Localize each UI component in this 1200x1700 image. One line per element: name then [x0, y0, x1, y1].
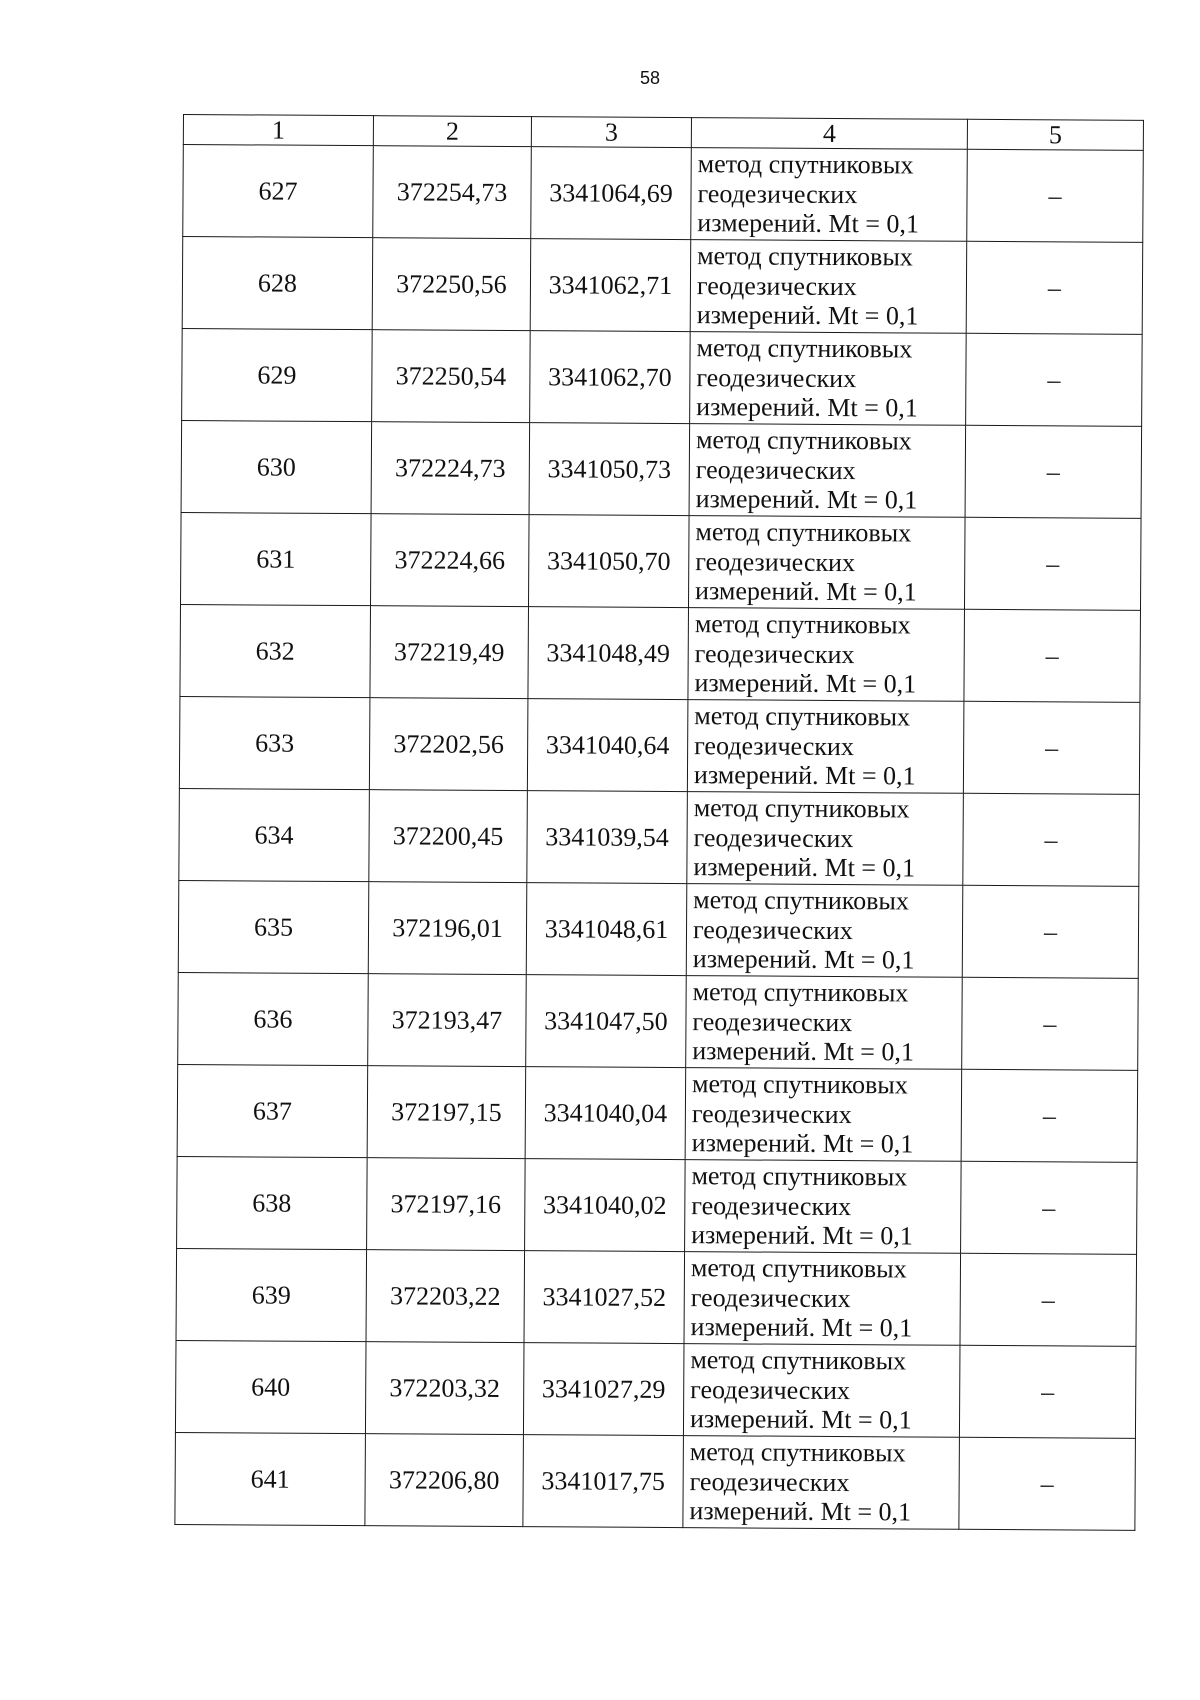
method-line-3: измерений. Mt = 0,1: [695, 484, 918, 515]
method-line-2: геодезических: [694, 638, 855, 669]
point-number-cell: 641: [175, 1432, 366, 1525]
note-cell: –: [959, 1345, 1136, 1438]
method-line-1: метод спутниковых: [697, 241, 913, 272]
method-line-1: метод спутниковых: [695, 517, 912, 548]
note-cell: –: [959, 1437, 1136, 1530]
y-coordinate-cell: 3341027,52: [524, 1251, 685, 1344]
table-row: [181, 512, 1142, 610]
note-cell: –: [964, 609, 1141, 702]
method-cell: [684, 1252, 961, 1346]
table-row: [179, 696, 1140, 794]
method-line-2: геодезических: [694, 730, 854, 761]
method-line-2: геодезических: [689, 1466, 850, 1497]
method-cell: [691, 148, 968, 242]
method-line-1: метод спутниковых: [690, 1345, 907, 1376]
y-coordinate-cell: 3341040,04: [525, 1067, 686, 1160]
column-header-2: 2: [373, 116, 531, 147]
method-line-3: измерений. Mt = 0,1: [693, 852, 916, 883]
method-cell: [689, 424, 966, 518]
method-line-2: геодезических: [697, 178, 858, 209]
method-line-1: метод спутниковых: [694, 701, 911, 732]
note-cell: –: [961, 1161, 1138, 1254]
note-cell: –: [966, 333, 1143, 426]
point-number-cell: 635: [178, 880, 369, 973]
method-cell: [685, 1068, 962, 1162]
point-number-cell: 638: [177, 1156, 368, 1249]
x-coordinate-cell: 372200,45: [369, 790, 528, 883]
table-row: [175, 1340, 1136, 1438]
coordinates-table: [174, 114, 1144, 1531]
method-line-1: метод спутниковых: [691, 1161, 908, 1192]
method-line-2: геодезических: [696, 362, 857, 393]
method-line-2: геодезических: [691, 1190, 852, 1221]
table-row: [177, 1156, 1138, 1254]
method-line-2: геодезических: [693, 822, 854, 853]
x-coordinate-cell: 372193,47: [368, 974, 527, 1067]
method-line-3: измерений. Mt = 0,1: [692, 1036, 914, 1067]
note-cell: –: [963, 701, 1140, 794]
note-cell: –: [962, 977, 1139, 1070]
table-row: [177, 1064, 1138, 1162]
method-cell: [688, 516, 965, 610]
method-line-1: метод спутниковых: [693, 793, 910, 824]
method-cell: [683, 1344, 960, 1438]
method-line-1: метод спутниковых: [693, 885, 909, 916]
y-coordinate-cell: 3341039,54: [527, 791, 688, 884]
table-row: [183, 145, 1144, 243]
x-coordinate-cell: 372224,73: [371, 422, 530, 515]
table-row: [181, 420, 1142, 518]
point-number-cell: 628: [182, 237, 373, 330]
method-line-1: метод спутниковых: [691, 1069, 908, 1100]
method-cell: [687, 700, 964, 794]
table-row: [182, 237, 1143, 335]
method-line-3: измерений. Mt = 0,1: [689, 1404, 912, 1435]
table-row: [179, 788, 1140, 886]
method-line-1: метод спутниковых: [695, 425, 912, 456]
method-cell: [686, 884, 963, 978]
y-coordinate-cell: 3341017,75: [523, 1435, 684, 1528]
note-cell: –: [967, 149, 1144, 242]
point-number-cell: 634: [179, 788, 370, 881]
note-cell: –: [961, 1069, 1138, 1162]
column-header-5: 5: [967, 119, 1143, 150]
method-cell: [688, 608, 965, 702]
note-cell: –: [963, 793, 1140, 886]
x-coordinate-cell: 372254,73: [373, 146, 532, 239]
method-cell: [686, 976, 963, 1070]
x-coordinate-cell: 372202,56: [369, 698, 528, 791]
method-line-3: измерений. Mt = 0,1: [694, 668, 917, 699]
y-coordinate-cell: 3341064,69: [531, 147, 692, 240]
method-line-2: геодезических: [690, 1374, 851, 1405]
point-number-cell: 629: [182, 328, 373, 421]
method-line-3: измерений. Mt = 0,1: [696, 300, 919, 331]
method-line-3: измерений. Mt = 0,1: [691, 1220, 913, 1251]
method-cell: [690, 332, 967, 426]
point-number-cell: 636: [178, 972, 369, 1065]
table-row: [176, 1248, 1137, 1346]
x-coordinate-cell: 372197,16: [367, 1158, 526, 1251]
note-cell: –: [964, 517, 1141, 610]
table-row: [180, 604, 1141, 702]
y-coordinate-cell: 3341040,64: [527, 699, 688, 792]
method-line-2: геодезических: [696, 270, 857, 301]
note-cell: –: [960, 1253, 1137, 1346]
point-number-cell: 632: [180, 604, 371, 697]
column-header-4: 4: [691, 118, 967, 150]
method-line-1: метод спутниковых: [696, 333, 913, 364]
y-coordinate-cell: 3341062,71: [530, 239, 691, 332]
table-row: [182, 328, 1143, 426]
x-coordinate-cell: 372219,49: [370, 606, 529, 699]
method-line-2: геодезических: [691, 1098, 852, 1129]
table-body: [175, 115, 1144, 1531]
y-coordinate-cell: 3341050,73: [529, 423, 690, 516]
x-coordinate-cell: 372197,15: [367, 1066, 526, 1159]
x-coordinate-cell: 372196,01: [368, 882, 527, 975]
y-coordinate-cell: 3341040,02: [525, 1159, 686, 1252]
method-line-3: измерений. Mt = 0,1: [689, 1496, 912, 1527]
method-line-3: измерений. Mt = 0,1: [696, 392, 918, 423]
point-number-cell: 627: [183, 145, 374, 238]
method-line-3: измерений. Mt = 0,1: [695, 576, 917, 607]
x-coordinate-cell: 372250,56: [372, 238, 531, 331]
method-line-3: измерений. Mt = 0,1: [693, 760, 916, 791]
y-coordinate-cell: 3341048,49: [528, 607, 689, 700]
method-line-2: геодезических: [695, 454, 856, 485]
note-cell: –: [965, 425, 1142, 518]
point-number-cell: 633: [179, 696, 370, 789]
method-line-1: метод спутниковых: [692, 977, 909, 1008]
x-coordinate-cell: 372224,66: [371, 514, 530, 607]
point-number-cell: 630: [181, 420, 372, 513]
method-line-1: метод спутниковых: [697, 149, 914, 180]
method-cell: [683, 1436, 960, 1530]
column-header-1: 1: [183, 115, 373, 146]
method-line-1: метод спутниковых: [690, 1253, 907, 1284]
method-line-1: метод спутниковых: [689, 1437, 906, 1468]
method-cell: [690, 240, 967, 334]
point-number-cell: 640: [175, 1340, 366, 1433]
method-line-2: геодезических: [695, 546, 856, 577]
note-cell: –: [962, 885, 1139, 978]
y-coordinate-cell: 3341062,70: [530, 331, 691, 424]
method-line-1: метод спутниковых: [694, 609, 911, 640]
method-cell: [687, 792, 964, 886]
method-line-2: геодезических: [690, 1282, 851, 1313]
x-coordinate-cell: 372250,54: [372, 330, 531, 423]
method-line-3: измерений. Mt = 0,1: [690, 1312, 913, 1343]
page-number: 58: [639, 68, 661, 88]
x-coordinate-cell: 372203,22: [366, 1250, 525, 1343]
table-row: [178, 880, 1139, 978]
x-coordinate-cell: 372203,32: [365, 1342, 524, 1435]
method-line-3: измерений. Mt = 0,1: [697, 208, 920, 239]
y-coordinate-cell: 3341027,29: [523, 1343, 684, 1436]
point-number-cell: 637: [177, 1064, 368, 1157]
note-cell: –: [966, 241, 1143, 334]
table-row: [178, 972, 1139, 1070]
y-coordinate-cell: 3341050,70: [528, 515, 689, 608]
table-row: [175, 1432, 1136, 1530]
method-line-3: измерений. Mt = 0,1: [692, 944, 915, 975]
method-line-3: измерений. Mt = 0,1: [691, 1128, 914, 1159]
y-coordinate-cell: 3341048,61: [526, 883, 687, 976]
point-number-cell: 639: [176, 1248, 367, 1341]
method-cell: [685, 1160, 962, 1254]
column-header-3: 3: [531, 117, 691, 148]
y-coordinate-cell: 3341047,50: [526, 975, 687, 1068]
method-line-2: геодезических: [692, 914, 853, 945]
point-number-cell: 631: [181, 512, 372, 605]
method-line-2: геодезических: [692, 1006, 853, 1037]
x-coordinate-cell: 372206,80: [365, 1434, 524, 1527]
